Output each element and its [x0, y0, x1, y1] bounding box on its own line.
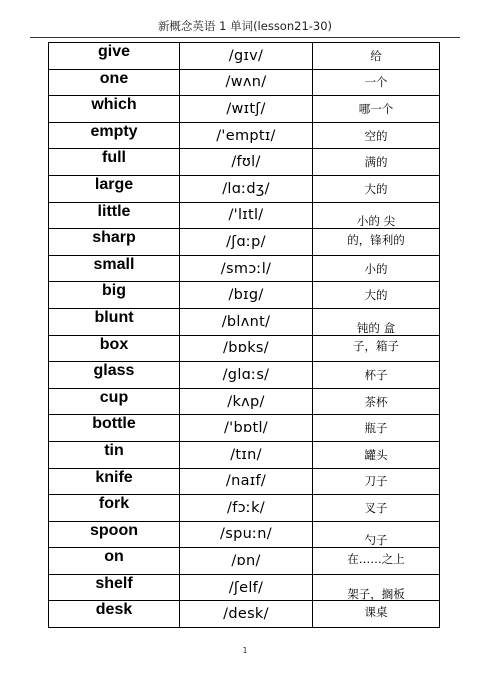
word-cell: one — [49, 69, 180, 96]
table-row — [49, 335, 440, 362]
word-cell: blunt — [49, 308, 180, 335]
phonetic-cell: /'bɒtl/ — [180, 415, 313, 442]
meaning-text: 一个 — [364, 75, 388, 90]
word-cell: empty — [49, 122, 180, 149]
phonetic-cell: /lɑːdʒ/ — [180, 175, 313, 202]
table-row — [49, 69, 440, 96]
meaning-text: 小的 尖 — [356, 214, 396, 229]
phonetic-cell: /naɪf/ — [180, 468, 313, 495]
meaning-text: 满的 — [364, 155, 388, 170]
table-row — [49, 43, 440, 70]
table-row — [49, 601, 440, 628]
word-cell: box — [49, 335, 180, 362]
meaning-text: 钝的 盒 — [356, 320, 396, 335]
meaning-cell — [313, 122, 440, 149]
meaning-text: 刀子 — [364, 474, 388, 489]
phonetic-cell: /fʊl/ — [180, 149, 313, 176]
meaning-text: 的，锋利的 — [347, 232, 405, 247]
word-cell: sharp — [49, 229, 180, 256]
meaning-cell — [313, 388, 440, 415]
table-row — [49, 362, 440, 389]
word-cell: glass — [49, 362, 180, 389]
meaning-text: 茶杯 — [364, 394, 388, 409]
phonetic-cell: /blʌnt/ — [180, 308, 313, 335]
phonetic-cell: /gɪv/ — [180, 43, 313, 70]
meaning-cell — [313, 96, 440, 123]
meaning-cell — [313, 308, 440, 335]
word-cell: little — [49, 202, 180, 229]
table-row — [49, 282, 440, 309]
table-row — [49, 521, 440, 548]
meaning-text: 叉子 — [364, 500, 388, 515]
table-row — [49, 388, 440, 415]
table-row — [49, 96, 440, 123]
word-cell: bottle — [49, 415, 180, 442]
word-cell: full — [49, 149, 180, 176]
phonetic-cell: /ʃɑːp/ — [180, 229, 313, 256]
meaning-text: 大的 — [364, 181, 388, 196]
meaning-cell — [313, 362, 440, 389]
meaning-text: 罐头 — [364, 447, 388, 462]
table-row — [49, 255, 440, 282]
meaning-text: 课桌 — [364, 605, 388, 620]
meaning-cell — [313, 282, 440, 309]
phonetic-cell: /spuːn/ — [180, 521, 313, 548]
phonetic-cell: /desk/ — [180, 601, 313, 628]
vocabulary-table — [48, 42, 440, 628]
word-cell: on — [49, 548, 180, 575]
meaning-cell — [313, 548, 440, 575]
word-cell: tin — [49, 441, 180, 468]
meaning-cell — [313, 202, 440, 229]
phonetic-cell: /ɒn/ — [180, 548, 313, 575]
table-row — [49, 202, 440, 229]
table-row — [49, 149, 440, 176]
table-row — [49, 574, 440, 601]
header-rule — [30, 37, 460, 38]
phonetic-cell: /smɔːl/ — [180, 255, 313, 282]
phonetic-cell: /bɪg/ — [180, 282, 313, 309]
phonetic-cell: /ʃelf/ — [180, 574, 313, 601]
meaning-text: 瓶子 — [364, 421, 388, 436]
word-cell: small — [49, 255, 180, 282]
meaning-cell — [313, 574, 440, 601]
page-header: 新概念英语 1 单词(lesson21-30) — [157, 19, 333, 33]
table-row — [49, 548, 440, 575]
phonetic-cell: /wʌn/ — [180, 69, 313, 96]
table-row — [49, 122, 440, 149]
meaning-cell — [313, 149, 440, 176]
phonetic-cell: /'emptɪ/ — [180, 122, 313, 149]
table-row — [49, 308, 440, 335]
phonetic-cell: /wɪtʃ/ — [180, 96, 313, 123]
meaning-text: 杯子 — [364, 367, 388, 382]
meaning-cell — [313, 43, 440, 70]
word-cell: which — [49, 96, 180, 123]
meaning-text: 大的 — [364, 288, 388, 303]
word-cell: shelf — [49, 574, 180, 601]
word-cell: big — [49, 282, 180, 309]
table-row — [49, 495, 440, 522]
meaning-cell — [313, 415, 440, 442]
phonetic-cell: /'lɪtl/ — [180, 202, 313, 229]
meaning-cell — [313, 601, 440, 628]
meaning-text: 架子，搁板 — [347, 586, 405, 601]
table-row — [49, 441, 440, 468]
word-cell: knife — [49, 468, 180, 495]
meaning-cell — [313, 441, 440, 468]
meaning-text: 哪一个 — [358, 101, 394, 116]
meaning-text: 空的 — [364, 128, 388, 143]
word-cell: large — [49, 175, 180, 202]
phonetic-cell: /tɪn/ — [180, 441, 313, 468]
phonetic-cell: /glɑːs/ — [180, 362, 313, 389]
word-cell: fork — [49, 495, 180, 522]
table-row — [49, 229, 440, 256]
meaning-cell — [313, 335, 440, 362]
table-row — [49, 415, 440, 442]
meaning-text: 给 — [370, 48, 382, 63]
meaning-cell — [313, 255, 440, 282]
word-cell: desk — [49, 601, 180, 628]
meaning-cell — [313, 468, 440, 495]
meaning-cell — [313, 175, 440, 202]
word-cell: spoon — [49, 521, 180, 548]
phonetic-cell: /bɒks/ — [180, 335, 313, 362]
phonetic-cell: /kʌp/ — [180, 388, 313, 415]
meaning-cell — [313, 229, 440, 256]
table-row — [49, 468, 440, 495]
meaning-cell — [313, 69, 440, 96]
meaning-cell — [313, 521, 440, 548]
meaning-cell — [313, 495, 440, 522]
meaning-text: 子，箱子 — [353, 339, 399, 354]
page-number: 1 — [242, 646, 248, 655]
meaning-text: 小的 — [364, 261, 388, 276]
word-cell: cup — [49, 388, 180, 415]
table-row — [49, 175, 440, 202]
word-cell: give — [49, 43, 180, 70]
meaning-text: 在……之上 — [347, 552, 405, 567]
phonetic-cell: /fɔːk/ — [180, 495, 313, 522]
meaning-text: 勺子 — [364, 533, 388, 548]
